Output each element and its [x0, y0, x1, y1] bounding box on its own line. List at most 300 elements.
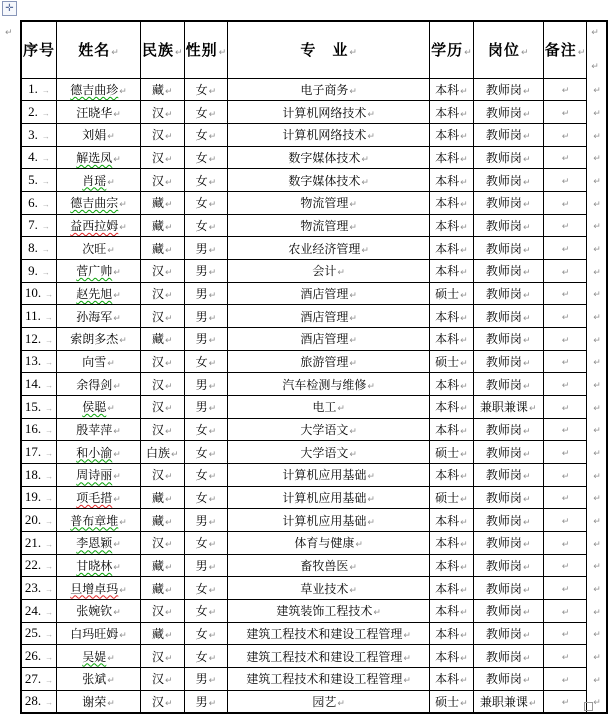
- end-of-table-mark: [584, 702, 593, 711]
- cell-gender: [184, 101, 228, 124]
- cell-mark: ↵: [522, 585, 531, 596]
- cell-major-text: 旅游管理: [300, 354, 349, 369]
- cell-gender-text: 男: [195, 377, 208, 392]
- cell-name: [57, 622, 141, 645]
- cell-post: [473, 123, 543, 146]
- table-row: [21, 690, 607, 713]
- cell-name-text: 项毛措: [76, 490, 113, 505]
- cell-post: [473, 327, 543, 350]
- cell-post: [473, 509, 543, 532]
- cell-name-text: 周诗丽: [76, 468, 113, 483]
- cell-note: [543, 645, 587, 668]
- cell-mark: ↵: [561, 585, 570, 596]
- cell-ethnic: [141, 78, 185, 101]
- cell-major: [228, 645, 430, 668]
- cell-gender: [184, 237, 228, 260]
- cell-ethnic-text: 藏: [152, 513, 165, 528]
- cell-major: [228, 577, 430, 600]
- cell-serial: [21, 214, 57, 237]
- cell-mark: ↵: [208, 472, 217, 483]
- cell-serial-text: 8.: [28, 240, 38, 256]
- cell-mark: ↵: [367, 381, 375, 392]
- cell-note: [543, 531, 587, 554]
- cell-ethnic-text: 汉: [152, 422, 165, 437]
- cell-mark: ↵: [522, 630, 531, 641]
- table-row: [21, 259, 607, 282]
- row-end-marks: [587, 123, 607, 146]
- row-end-mark: ↵: [593, 245, 601, 256]
- cell-mark: ↵: [119, 86, 127, 97]
- cell-name-text: 吴媞: [82, 649, 107, 664]
- cell-gender: [184, 373, 228, 396]
- cell-post-text: 教师岗: [485, 354, 522, 369]
- cell-note: [543, 214, 587, 237]
- cell-mark: ↵: [349, 585, 357, 596]
- cell-name-text: 肖瑶: [82, 173, 107, 188]
- cell-name: [57, 690, 141, 713]
- cell-degree: [430, 395, 474, 418]
- cell-serial-text: 12.: [24, 330, 42, 346]
- cell-post-text: 兼职兼课: [479, 400, 528, 415]
- row-end-marks: [587, 645, 607, 668]
- cell-mark: ↵: [403, 630, 411, 641]
- cell-mark: ↵: [349, 222, 357, 233]
- cell-name: [57, 146, 141, 169]
- cell-name-text: 汪晓华: [76, 105, 113, 120]
- cell-major: [228, 305, 430, 328]
- cell-note: [543, 441, 587, 464]
- row-end-marks: [587, 622, 607, 645]
- cell-mark: ↵: [208, 177, 217, 188]
- cell-serial: [21, 327, 57, 350]
- tab-mark: →: [45, 539, 54, 549]
- cell-degree-text: 本科: [435, 422, 460, 437]
- header-major: 专 业↵: [228, 21, 430, 78]
- cell-serial: [21, 463, 57, 486]
- cell-post: [473, 259, 543, 282]
- cell-mark: ↵: [522, 313, 531, 324]
- cell-degree: [430, 645, 474, 668]
- cell-major: [228, 622, 430, 645]
- cell-mark: ↵: [208, 200, 217, 211]
- cell-post: [473, 169, 543, 192]
- cell-mark: ↵: [119, 336, 127, 347]
- cell-name-text: 赵先旭: [76, 286, 113, 301]
- cell-gender: [184, 282, 228, 305]
- cell-degree: [430, 577, 474, 600]
- row-end-mark: ↵: [593, 109, 601, 119]
- cell-post-text: 教师岗: [485, 468, 522, 483]
- cell-mark: ↵: [522, 381, 531, 392]
- cell-mark: ↵: [561, 109, 570, 119]
- cell-ethnic: [141, 373, 185, 396]
- cell-gender: [184, 305, 228, 328]
- cell-mark: ↵: [113, 154, 121, 165]
- cell-serial: [21, 78, 57, 101]
- cell-mark: ↵: [349, 290, 357, 301]
- tab-mark: →: [41, 154, 50, 164]
- cell-name-text: 和小渝: [76, 445, 113, 460]
- cell-degree-text: 本科: [435, 264, 460, 279]
- cell-mark: ↵: [561, 698, 570, 709]
- row-end-mark: ↵: [593, 471, 601, 482]
- cell-ethnic: [141, 554, 185, 577]
- cell-degree-text: 本科: [435, 82, 460, 97]
- header-name: 姓名↵: [57, 21, 141, 78]
- cell-mark: ↵: [561, 426, 570, 437]
- cell-gender-text: 女: [195, 218, 208, 233]
- cell-name-text: 旦增卓玛: [70, 581, 119, 596]
- cell-mark: ↵: [165, 426, 173, 437]
- cell-degree-text: 硕士: [435, 354, 460, 369]
- cell-mark: ↵: [165, 268, 173, 279]
- table-row: [21, 577, 607, 600]
- table-row: [21, 554, 607, 577]
- cell-mark: ↵: [165, 404, 173, 415]
- cell-post-text: 教师岗: [485, 150, 522, 165]
- cell-mark: ↵: [107, 245, 115, 256]
- cell-degree: [430, 509, 474, 532]
- cell-mark: ↵: [165, 132, 173, 143]
- cell-mark: ↵: [522, 109, 531, 120]
- cell-ethnic-text: 汉: [152, 173, 165, 188]
- cell-post: [473, 463, 543, 486]
- cell-mark: ↵: [464, 48, 472, 59]
- cell-major: [228, 169, 430, 192]
- cell-mark: ↵: [349, 358, 357, 369]
- cell-major: [228, 237, 430, 260]
- cell-serial: [21, 305, 57, 328]
- cell-gender: [184, 509, 228, 532]
- cell-major-text: 大学语文: [300, 445, 349, 460]
- cell-gender-text: 男: [195, 400, 208, 415]
- cell-serial: [21, 373, 57, 396]
- cell-post-text: 教师岗: [485, 490, 522, 505]
- cell-ethnic-text: 汉: [152, 536, 165, 551]
- cell-mark: ↵: [113, 426, 121, 437]
- cell-gender-text: 女: [195, 173, 208, 188]
- cell-gender-text: 女: [195, 105, 208, 120]
- tab-mark: →: [45, 471, 54, 481]
- cell-mark: ↵: [561, 131, 570, 142]
- cell-ethnic-text: 汉: [152, 128, 165, 143]
- cell-name: [57, 169, 141, 192]
- cell-major: [228, 463, 430, 486]
- cell-degree: [430, 531, 474, 554]
- cell-mark: ↵: [165, 608, 173, 619]
- cell-ethnic-text: 汉: [152, 150, 165, 165]
- row-end-marks: [587, 395, 607, 418]
- cell-mark: ↵: [561, 313, 570, 324]
- cell-mark: ↵: [460, 268, 468, 279]
- cell-name-text: 德吉曲珍: [70, 82, 119, 97]
- tab-mark: →: [45, 607, 54, 617]
- cell-mark: ↵: [561, 653, 570, 664]
- cell-note: [543, 418, 587, 441]
- cell-ethnic: [141, 690, 185, 713]
- row-end-mark: ↵: [593, 539, 601, 550]
- paragraph-mark: ↵: [5, 28, 13, 38]
- cell-mark: ↵: [165, 290, 173, 301]
- cell-post: [473, 622, 543, 645]
- cell-mark: ↵: [522, 86, 531, 97]
- cell-name: [57, 282, 141, 305]
- cell-degree-text: 本科: [435, 173, 460, 188]
- cell-major-text: 园艺: [312, 694, 337, 709]
- cell-mark: ↵: [403, 653, 411, 664]
- cell-name-text: 解选凤: [76, 150, 113, 165]
- row-end-marks: [587, 667, 607, 690]
- cell-note: [543, 305, 587, 328]
- cell-mark: ↵: [460, 154, 468, 165]
- tab-mark: →: [41, 199, 50, 209]
- cell-mark: ↵: [165, 154, 173, 165]
- tab-mark: →: [45, 675, 54, 685]
- cell-mark: ↵: [208, 358, 217, 369]
- cell-ethnic-text: 汉: [152, 105, 165, 120]
- cell-post-text: 教师岗: [485, 286, 522, 301]
- row-end-mark: ↵: [593, 358, 601, 369]
- cell-mark: ↵: [165, 313, 173, 324]
- cell-mark: ↵: [165, 653, 173, 664]
- cell-ethnic: [141, 101, 185, 124]
- cell-mark: ↵: [367, 109, 375, 120]
- cell-major: [228, 418, 430, 441]
- cell-serial-text: 20.: [24, 512, 42, 528]
- row-end-marks: [587, 531, 607, 554]
- cell-major-text: 体育与健康: [294, 536, 355, 551]
- tab-mark: →: [45, 585, 54, 595]
- cell-mark: ↵: [561, 562, 570, 573]
- row-end-mark: ↵: [593, 653, 601, 664]
- cell-serial-text: 1.: [28, 81, 38, 97]
- cell-gender: [184, 169, 228, 192]
- cell-post-text: 教师岗: [485, 445, 522, 460]
- cell-mark: ↵: [460, 426, 468, 437]
- tab-mark: →: [41, 245, 50, 255]
- table-move-handle-icon[interactable]: ✛: [2, 1, 17, 16]
- cell-mark: ↵: [165, 472, 173, 483]
- cell-ethnic-text: 汉: [152, 604, 165, 619]
- header-post: 岗位↵: [473, 21, 543, 78]
- cell-name: [57, 327, 141, 350]
- cell-degree-text: 本科: [435, 604, 460, 619]
- cell-major-text: 建筑装饰工程技术: [276, 604, 373, 619]
- cell-mark: ↵: [119, 200, 127, 211]
- row-end-mark: ↵: [593, 517, 601, 528]
- cell-serial: [21, 599, 57, 622]
- cell-post: [473, 101, 543, 124]
- cell-major: [228, 78, 430, 101]
- cell-post: [473, 418, 543, 441]
- cell-name-text: 余得剑: [76, 377, 113, 392]
- cell-mark: ↵: [337, 404, 345, 415]
- cell-mark: ↵: [460, 86, 468, 97]
- tab-mark: →: [45, 381, 54, 391]
- cell-major-text: 数字媒体技术: [288, 150, 361, 165]
- cell-ethnic: [141, 509, 185, 532]
- row-end-mark: ↵: [591, 62, 599, 72]
- table-row: [21, 463, 607, 486]
- cell-degree: [430, 101, 474, 124]
- cell-post-text: 教师岗: [485, 672, 522, 687]
- row-end-mark: ↵: [593, 562, 601, 573]
- cell-major: [228, 350, 430, 373]
- header-serial: 序号: [21, 21, 57, 78]
- cell-mark: ↵: [460, 517, 468, 528]
- row-end-marks: [587, 214, 607, 237]
- cell-note: [543, 554, 587, 577]
- cell-major-text: 草业技术: [300, 581, 349, 596]
- table-row: [21, 395, 607, 418]
- cell-mark: ↵: [561, 471, 570, 482]
- cell-degree-text: 硕士: [435, 286, 460, 301]
- cell-gender: [184, 123, 228, 146]
- cell-gender-text: 女: [195, 445, 208, 460]
- cell-degree: [430, 169, 474, 192]
- cell-post: [473, 214, 543, 237]
- cell-mark: ↵: [460, 381, 468, 392]
- header-ethnic: 民族↵: [141, 21, 185, 78]
- cell-major: [228, 531, 430, 554]
- cell-mark: ↵: [561, 267, 570, 278]
- cell-degree: [430, 441, 474, 464]
- cell-ethnic-text: 藏: [152, 241, 165, 256]
- cell-mark: ↵: [119, 585, 127, 596]
- cell-degree-text: 本科: [435, 400, 460, 415]
- cell-mark: ↵: [165, 517, 173, 528]
- cell-mark: ↵: [349, 86, 357, 97]
- cell-mark: ↵: [165, 200, 173, 211]
- cell-degree-text: 硕士: [435, 694, 460, 709]
- cell-mark: ↵: [522, 426, 531, 437]
- cell-mark: ↵: [373, 608, 381, 619]
- tab-mark: →: [45, 426, 54, 436]
- cell-name: [57, 531, 141, 554]
- cell-mark: ↵: [522, 268, 531, 279]
- cell-degree-text: 本科: [435, 536, 460, 551]
- cell-major-text: 建筑工程技术和建设工程管理: [246, 649, 403, 664]
- row-end-marks: [587, 599, 607, 622]
- cell-mark: ↵: [460, 222, 468, 233]
- table-row: [21, 282, 607, 305]
- tab-mark: →: [45, 403, 54, 413]
- cell-serial: [21, 531, 57, 554]
- row-end-mark: ↵: [593, 630, 601, 641]
- cell-ethnic-text: 汉: [152, 649, 165, 664]
- cell-post-text: 教师岗: [485, 332, 522, 347]
- cell-mark: ↵: [522, 449, 531, 460]
- cell-ethnic-text: 汉: [152, 694, 165, 709]
- cell-degree-text: 本科: [435, 241, 460, 256]
- cell-serial-text: 15.: [24, 398, 42, 414]
- cell-major-text: 计算机网络技术: [282, 128, 367, 143]
- cell-name-text: 白玛旺姆: [70, 626, 119, 641]
- cell-serial-text: 27.: [24, 670, 42, 686]
- cell-gender: [184, 146, 228, 169]
- cell-mark: ↵: [522, 154, 531, 165]
- cell-post: [473, 441, 543, 464]
- cell-major-text: 数字媒体技术: [288, 173, 361, 188]
- cell-mark: ↵: [165, 562, 173, 573]
- cell-serial-text: 21.: [24, 534, 42, 550]
- cell-major-text: 畜牧兽医: [300, 558, 349, 573]
- header-degree: 学历↵: [430, 21, 474, 78]
- cell-gender-text: 女: [195, 82, 208, 97]
- cell-degree: [430, 123, 474, 146]
- cell-mark: ↵: [208, 449, 217, 460]
- cell-note: [543, 191, 587, 214]
- cell-note: [543, 395, 587, 418]
- cell-ethnic: [141, 123, 185, 146]
- row-end-mark: ↵: [593, 697, 601, 708]
- cell-major: [228, 101, 430, 124]
- cell-mark: ↵: [107, 177, 115, 188]
- row-end-mark: ↵: [593, 267, 601, 278]
- cell-mark: ↵: [460, 177, 468, 188]
- cell-gender-text: 男: [195, 309, 208, 324]
- cell-serial-text: 11.: [25, 308, 41, 324]
- cell-name: [57, 486, 141, 509]
- cell-name-text: 张斌: [82, 672, 107, 687]
- table-row: [21, 191, 607, 214]
- table-row: [21, 667, 607, 690]
- row-end-marks: [587, 441, 607, 464]
- tab-mark: →: [45, 494, 54, 504]
- cell-degree-text: 本科: [435, 581, 460, 596]
- cell-degree: [430, 327, 474, 350]
- cell-mark: ↵: [460, 472, 468, 483]
- cell-degree-text: 本科: [435, 377, 460, 392]
- cell-gender: [184, 418, 228, 441]
- cell-note: [543, 486, 587, 509]
- cell-mark: ↵: [113, 268, 121, 279]
- row-end-mark: ↵: [591, 28, 599, 38]
- cell-ethnic-text: 白族: [146, 445, 171, 460]
- cell-note: [543, 259, 587, 282]
- cell-post: [473, 645, 543, 668]
- cell-degree: [430, 554, 474, 577]
- cell-serial-text: 2.: [28, 104, 38, 119]
- cell-mark: ↵: [218, 48, 227, 59]
- cell-gender: [184, 667, 228, 690]
- cell-mark: ↵: [522, 245, 531, 256]
- cell-serial-text: 28.: [24, 693, 42, 709]
- cell-gender-text: 女: [195, 354, 208, 369]
- cell-name-text: 谢荣: [82, 694, 107, 709]
- cell-major: [228, 123, 430, 146]
- cell-mark: ↵: [367, 472, 375, 483]
- cell-ethnic: [141, 486, 185, 509]
- cell-mark: ↵: [208, 540, 217, 551]
- cell-gender-text: 男: [195, 672, 208, 687]
- table-row: [21, 531, 607, 554]
- cell-post: [473, 554, 543, 577]
- cell-major: [228, 327, 430, 350]
- cell-degree-text: 本科: [435, 218, 460, 233]
- cell-name-text: 次旺: [82, 241, 107, 256]
- cell-name: [57, 441, 141, 464]
- cell-gender: [184, 259, 228, 282]
- cell-serial-text: 13.: [24, 353, 42, 369]
- cell-mark: ↵: [208, 336, 217, 347]
- cell-name-text: 殷苹萍: [76, 422, 113, 437]
- cell-major: [228, 667, 430, 690]
- cell-note: [543, 577, 587, 600]
- cell-name: [57, 305, 141, 328]
- cell-degree-text: 本科: [435, 558, 460, 573]
- cell-serial-text: 5.: [28, 172, 38, 188]
